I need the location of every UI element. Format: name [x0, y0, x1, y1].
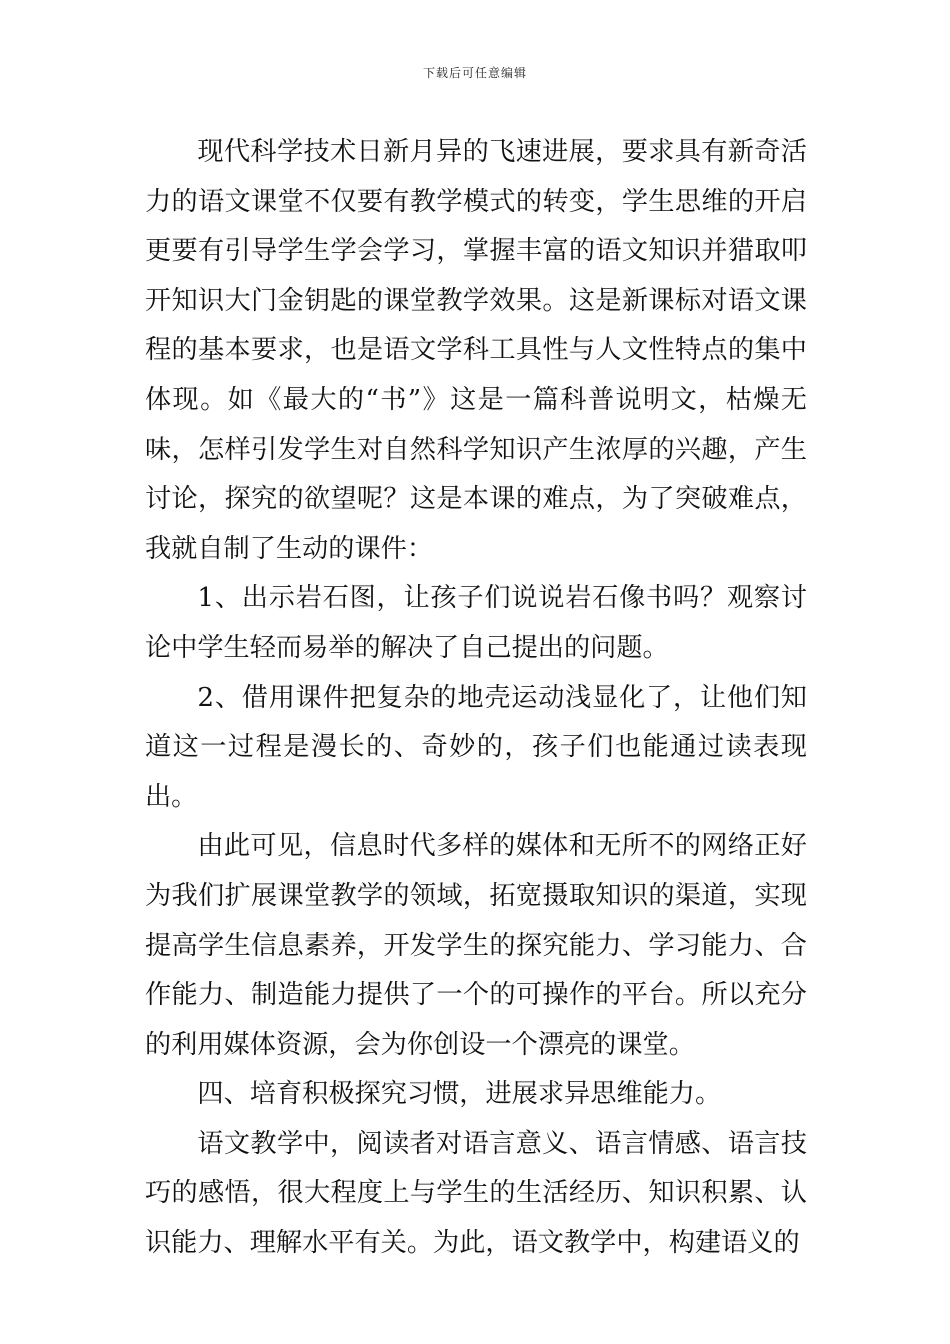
page-header-note: 下载后可任意编辑 [422, 66, 527, 80]
paragraph-1: 现代科学技术日新月异的飞速进展，要求具有新奇活力的语文课堂不仅要有教学模式的转变，学生思维的开启更要有引导学生学会学习，掌握丰富的语文知识并猎取叩开知识大门金钥匙的课堂教学效果。这是新课标对语文课程的基本要求，也是语文学科工具性与人文性特点的集中体现。如《最大的“书”》这是一篇科普说明文，枯燥无味，怎样引发学生对自然科学知识产生浓厚的兴趣，产生讨论，探究的欲望呢？这是本课的难点，为了突破难点，我就自制了生动的课件： [145, 137, 807, 564]
paragraph-6: 语文教学中，阅读者对语言意义、语言情感、语言技巧的感悟，很大程度上与学生的生活经历、知识积累、认识能力、理解水平有关。为此，语文教学中，构建语义的 [145, 1128, 807, 1259]
paragraph-4: 由此可见，信息时代多样的媒体和无所不的网络正好为我们扩展课堂教学的领域，拓宽摄取知识的渠道，实现提高学生信息素养，开发学生的探究能力、学习能力、合作能力、制造能力提供了一个的可操作的平台。所以充分的利用媒体资源，会为你创设一个漂亮的课堂。 [145, 831, 807, 1060]
paragraph-2: 1、出示岩石图，让孩子们说说岩石像书吗？观察讨论中学生轻而易举的解决了自己提出的问题。 [145, 583, 807, 663]
paragraph-3: 2、借用课件把复杂的地壳运动浅显化了，让他们知道这一过程是漫长的、奇妙的，孩子们也能通过读表现出。 [145, 682, 807, 812]
paragraph-5-heading: 四、培育积极探究习惯，进展求异思维能力。 [197, 1079, 722, 1110]
document-body [145, 128, 807, 1269]
